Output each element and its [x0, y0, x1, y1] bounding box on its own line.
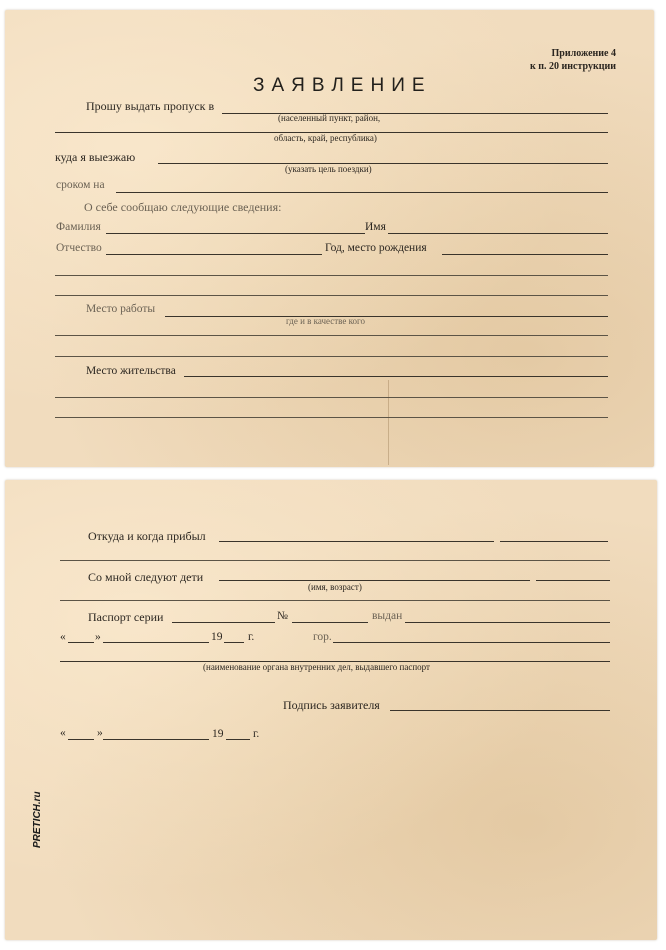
document-title: ЗАЯВЛЕНИЕ [253, 75, 432, 96]
about-self-heading: О себе сообщаю следующие сведения: [84, 200, 282, 214]
birth-label: Год, место рождения [325, 242, 427, 254]
issued-label: выдан [372, 610, 403, 622]
arrived-label: Откуда и когда прибыл [88, 529, 206, 543]
hint-children: (имя, возраст) [308, 582, 362, 592]
paper-crease [388, 380, 389, 465]
number-sign: № [277, 610, 288, 622]
signature-field[interactable] [390, 710, 610, 711]
quote-open: « [60, 631, 66, 643]
period-label: сроком на [56, 179, 105, 191]
year-suffix: г. [248, 631, 255, 643]
issue-year-field[interactable] [224, 642, 244, 643]
year-prefix: 19 [211, 631, 223, 643]
children-label: Со мной следуют дети [88, 570, 204, 584]
appendix-label: Приложение 4 [551, 48, 616, 59]
hint-authority: (наименование органа внутренних дел, выдавшего паспорт [203, 662, 430, 672]
sign-year-prefix: 19 [212, 728, 224, 740]
residence-field[interactable] [184, 376, 608, 377]
patronymic-label: Отчество [56, 242, 102, 254]
name-label: Имя [365, 221, 386, 233]
hint-work: где и в качестве кого [286, 316, 366, 326]
arrived-date-field[interactable] [500, 541, 608, 542]
hint-locality: (населенный пункт, район, [278, 113, 381, 123]
issue-day-field[interactable] [68, 642, 94, 643]
sign-year-field[interactable] [226, 739, 250, 740]
issued-by-field[interactable] [405, 622, 610, 623]
passport-series-field[interactable] [172, 622, 275, 623]
blank-line[interactable] [55, 335, 608, 336]
site-watermark: PRETICH.ru [32, 791, 43, 848]
request-pass-label: Прошу выдать пропуск в [86, 99, 215, 113]
residence-label: Место жительства [86, 365, 176, 377]
workplace-label: Место работы [86, 303, 156, 315]
city-field[interactable] [333, 642, 610, 643]
blank-line[interactable] [55, 417, 608, 418]
sign-month-field[interactable] [103, 739, 209, 740]
surname-label: Фамилия [56, 221, 101, 233]
issue-month-field[interactable] [103, 642, 209, 643]
hint-region: область, край, республика) [274, 133, 377, 143]
appendix-reference: к п. 20 инструкции [530, 61, 616, 72]
children-extra-field[interactable] [536, 580, 610, 581]
signature-label: Подпись заявителя [283, 698, 380, 712]
patronymic-field[interactable] [106, 254, 322, 255]
surname-field[interactable] [106, 233, 365, 234]
going-to-label: куда я выезжаю [55, 150, 136, 164]
sign-quote-open: « [60, 727, 66, 739]
sign-day-field[interactable] [68, 739, 94, 740]
birth-field[interactable] [442, 254, 608, 255]
blank-line[interactable] [55, 397, 608, 398]
blank-line[interactable] [55, 295, 608, 296]
sign-quote-close: » [97, 727, 103, 739]
blank-line[interactable] [55, 275, 608, 276]
passport-number-field[interactable] [292, 622, 368, 623]
blank-line[interactable] [60, 560, 610, 561]
name-field[interactable] [388, 233, 608, 234]
period-field[interactable] [116, 192, 608, 193]
blank-line[interactable] [60, 600, 610, 601]
arrived-field[interactable] [219, 541, 494, 542]
quote-close: » [95, 631, 101, 643]
passport-label: Паспорт серии [88, 610, 164, 624]
workplace-field[interactable] [165, 316, 608, 317]
hint-purpose: (указать цель поездки) [285, 164, 372, 174]
sign-year-suffix: г. [253, 728, 260, 740]
blank-line[interactable] [55, 356, 608, 357]
children-field[interactable] [219, 580, 530, 581]
purpose-field[interactable] [158, 163, 608, 164]
city-label: гор. [313, 631, 332, 643]
